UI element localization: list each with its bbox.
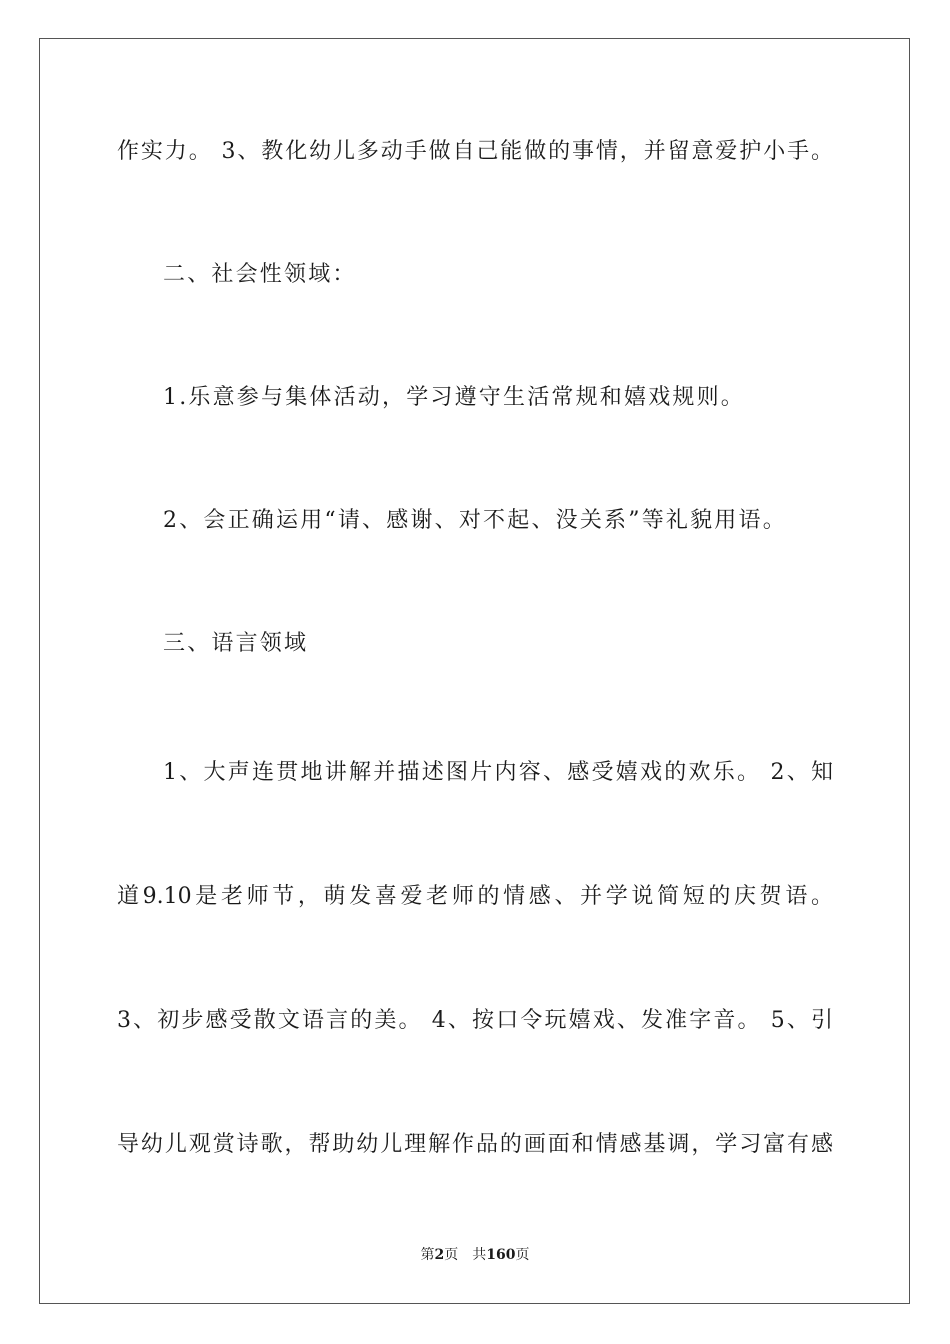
section-heading-social: 二、社会性领域： [163,262,357,287]
text-line-9: 导幼儿观赏诗歌，帮助幼儿理解作品的画面和情感基调，学习富有感 [117,1132,833,1157]
text-line-8: 3、初步感受散文语言的美。 4、按口令玩嬉戏、发准字音。 5、引 [117,1008,833,1033]
text-line-1: 作实力。 3、教化幼儿多动手做自己能做的事情，并留意爱护小手。 [117,139,833,164]
text-line-6: 1、大声连贯地讲解并描述图片内容、感受嬉戏的欢乐。 2、知 [163,760,833,785]
footer-page-suffix: 页 [444,1247,459,1263]
footer-page-prefix: 第 [420,1247,435,1263]
footer-total-pages: 160 [486,1247,516,1263]
page-border [39,38,910,1304]
text-line-7: 道9.10是老师节，萌发喜爱老师的情感、并学说简短的庆贺语。 [117,884,833,909]
footer-total-suffix: 页 [515,1247,530,1263]
footer-total-prefix: 共 [472,1247,487,1263]
text-line-4: 2、会正确运用“请、感谢、对不起、没关系”等礼貌用语。 [163,508,787,533]
text-line-3: 1.乐意参与集体活动，学习遵守生活常规和嬉戏规则。 [163,385,745,410]
footer-page-number: 2 [434,1247,445,1263]
page-footer [0,1245,950,1265]
section-heading-language: 三、语言领域 [163,631,309,656]
